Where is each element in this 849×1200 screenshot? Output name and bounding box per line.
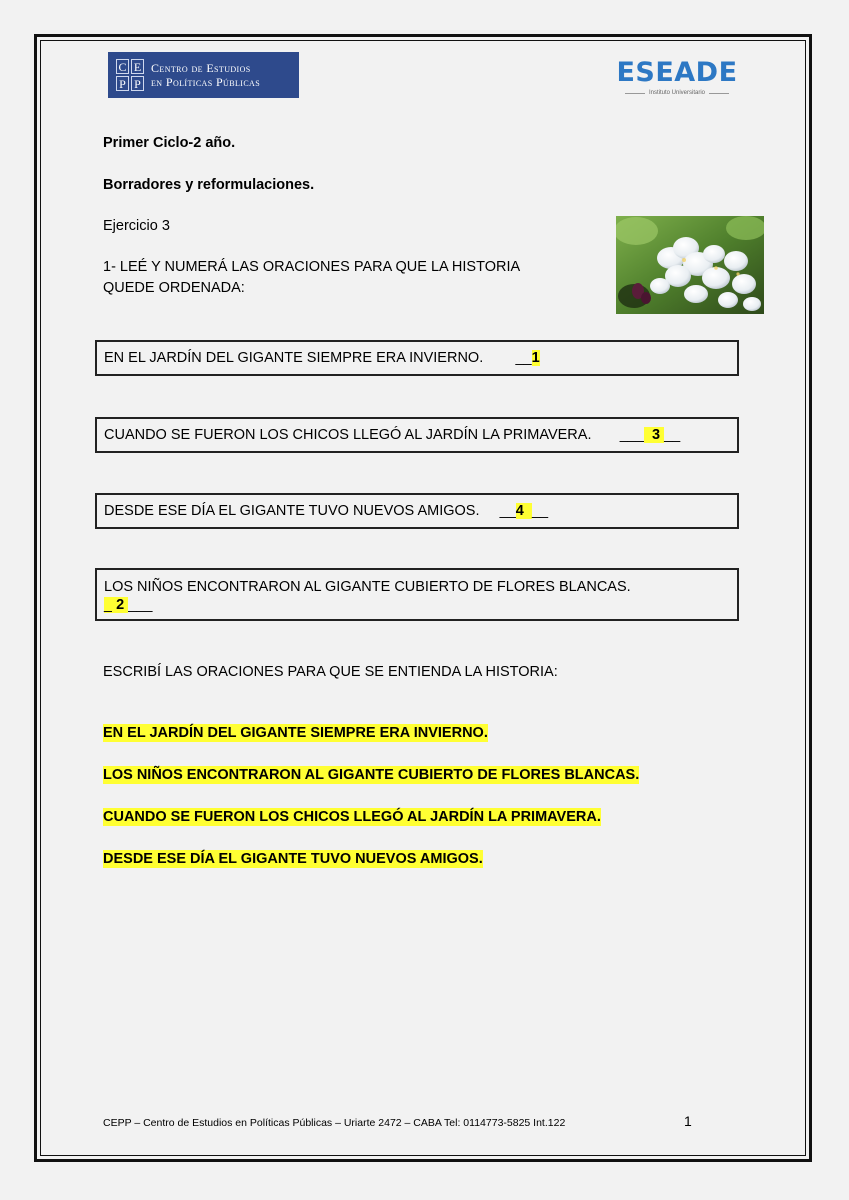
order-number	[644, 427, 664, 443]
sentence-box	[95, 340, 739, 376]
cepp-logo-line2: en Políticas Públicas	[151, 75, 261, 89]
eseade-logo	[612, 58, 742, 96]
sentence-box	[95, 417, 739, 453]
blank-underscore: _	[104, 597, 113, 613]
sentence-line	[104, 426, 680, 444]
white-flowers-photo	[616, 216, 764, 314]
order-number-value: 3	[651, 427, 661, 443]
cepp-logo	[108, 52, 299, 98]
blank-underscore: ___	[619, 427, 644, 443]
sentence-text: LOS NIÑOS ENCONTRARON AL GIGANTE CUBIERTO DE FLORES BLANCAS.	[104, 579, 631, 595]
footer-text: CEPP – Centro de Estudios en Políticas Públicas – Uriarte 2472 – CABA Tel: 0114773-5825 Int.122	[103, 1117, 566, 1129]
sentence-answer-line	[104, 596, 152, 614]
cepp-letter: C	[116, 59, 129, 74]
instruction-2: ESCRIBÍ LAS ORACIONES PARA QUE SE ENTIENDA LA HISTORIA:	[103, 664, 558, 680]
topic-heading: Borradores y reformulaciones.	[103, 177, 315, 193]
exercise-label: Ejercicio 3	[103, 218, 170, 234]
sentence-line	[104, 502, 548, 520]
divider	[625, 93, 645, 94]
eseade-logo-subtitle-row	[612, 90, 742, 96]
page-number: 1	[684, 1113, 692, 1129]
eseade-logo-subtitle: Instituto Universitario	[648, 90, 706, 96]
cycle-heading: Primer Ciclo-2 año.	[103, 135, 236, 151]
instruction-line2: QUEDE ORDENADA:	[103, 280, 245, 296]
sentence-text: CUANDO SE FUERON LOS CHICOS LLEGÓ AL JARDÍN LA PRIMAVERA.	[104, 427, 592, 443]
answer-line: DESDE ESE DÍA EL GIGANTE TUVO NUEVOS AMIGOS.	[103, 851, 483, 867]
order-number	[112, 597, 128, 613]
answer-line: CUANDO SE FUERON LOS CHICOS LLEGÓ AL JARDÍN LA PRIMAVERA.	[103, 809, 601, 825]
cepp-logo-text	[151, 61, 260, 89]
blank-underscore: __	[515, 350, 532, 366]
sentence-text: DESDE ESE DÍA EL GIGANTE TUVO NUEVOS AMIGOS.	[104, 503, 480, 519]
cepp-letter: P	[116, 76, 129, 91]
sentence-box	[95, 568, 739, 621]
divider	[709, 93, 729, 94]
instruction-line1: 1- LEÉ Y NUMERÁ LAS ORACIONES PARA QUE LA HISTORIA	[103, 259, 521, 275]
cepp-letter-grid	[116, 59, 144, 91]
sentence-line	[104, 349, 540, 367]
order-number: 1	[531, 350, 540, 366]
eseade-logo-word: ESEADE	[616, 57, 738, 88]
cepp-letter: E	[131, 59, 144, 74]
blank-underscore: __	[664, 427, 681, 443]
cepp-logo-line1: Centro de Estudios	[151, 61, 251, 75]
sentence-text: EN EL JARDÍN DEL GIGANTE SIEMPRE ERA INVIERNO.	[104, 350, 484, 366]
answer-line: LOS NIÑOS ENCONTRARON AL GIGANTE CUBIERTO DE FLORES BLANCAS.	[103, 767, 640, 783]
blank-underscore: __	[531, 503, 549, 519]
answer-line: EN EL JARDÍN DEL GIGANTE SIEMPRE ERA INVIERNO.	[103, 725, 488, 741]
order-number	[516, 503, 532, 519]
cepp-letter: P	[131, 76, 144, 91]
order-number-value: 4	[515, 503, 524, 519]
sentence-box	[95, 493, 739, 529]
blank-underscore: ___	[128, 597, 153, 613]
order-number-value: 2	[116, 597, 125, 613]
blank-underscore: __	[499, 503, 516, 519]
